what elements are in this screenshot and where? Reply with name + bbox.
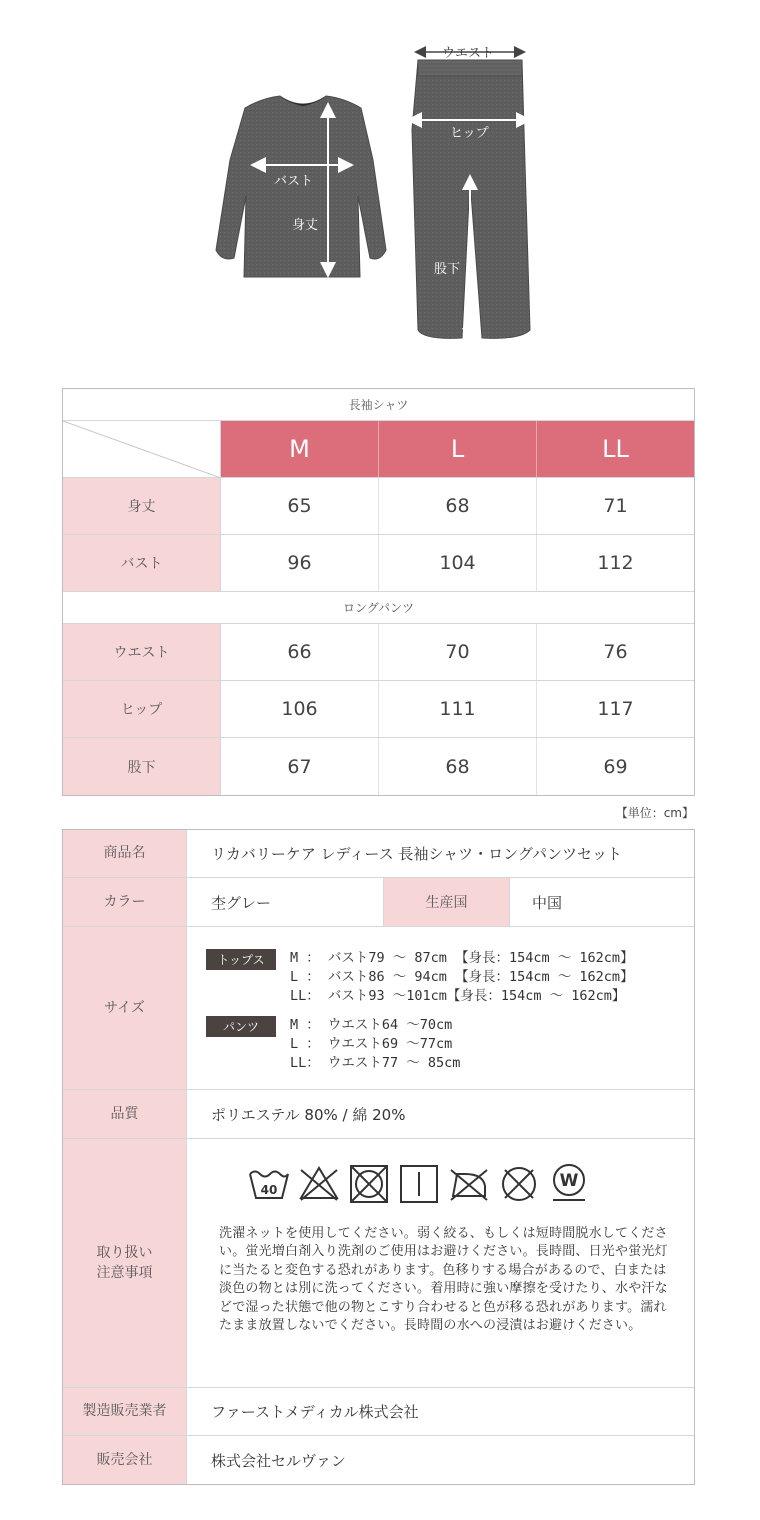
table-row [63, 624, 694, 681]
wash-40-icon [247, 1161, 291, 1207]
pants-tag: パンツ [206, 1016, 276, 1037]
wash-temp-text: 40 [260, 1183, 278, 1197]
size-header-l: L [379, 421, 537, 477]
no-bleach-icon [297, 1161, 341, 1207]
size-label: サイズ [63, 927, 187, 1089]
row-label: 股下 [63, 738, 221, 795]
table-cell: 68 [379, 478, 537, 534]
table-cell: 96 [221, 535, 379, 591]
care-row [63, 1139, 694, 1388]
tops-tag: トップス [206, 949, 276, 970]
no-iron-icon [447, 1161, 491, 1207]
manufacturer-row [63, 1388, 694, 1436]
line-dry-icon [397, 1161, 441, 1207]
product-name-label: 商品名 [63, 830, 187, 877]
tops-size-group [206, 949, 694, 1006]
no-tumble-dry-icon [347, 1161, 391, 1207]
row-label: ウエスト [63, 624, 221, 680]
table-cell: 69 [603, 755, 628, 778]
table-cell: 111 [379, 681, 537, 737]
color-value: 杢グレー [187, 878, 384, 926]
pants-size-group [206, 1016, 694, 1073]
pants-section-title: ロングパンツ [63, 592, 694, 624]
manufacturer-label: 製造販売業者 [63, 1388, 187, 1435]
seller-row [63, 1436, 694, 1484]
bust-label: バスト [274, 174, 314, 189]
table-row [63, 535, 694, 592]
row-label: 身丈 [63, 478, 221, 534]
product-name-value: リカバリーケア レディース 長袖シャツ・ロングパンツセット [211, 845, 622, 863]
pants-size-line: LL： ウエスト77 ～ 85cm [290, 1055, 461, 1071]
garment-illustration [0, 0, 760, 370]
table-corner [63, 421, 221, 477]
pants-size-line: L ： ウエスト69 ～77cm [290, 1036, 453, 1052]
table-cell: 71 [603, 495, 628, 517]
size-header-m: M [221, 421, 379, 477]
material-value: ポリエステル 80% / 綿 20% [211, 1105, 406, 1124]
material-row [63, 1090, 694, 1139]
pants-size-line: M ： ウエスト64 ～70cm [290, 1017, 453, 1033]
table-cell: 65 [221, 478, 379, 534]
row-label: ヒップ [63, 681, 221, 737]
care-icons [247, 1161, 668, 1207]
size-row [63, 927, 694, 1090]
color-row [63, 878, 694, 927]
table-cell: 66 [221, 624, 379, 680]
waist-label: ウエスト [442, 46, 495, 61]
product-name-row [63, 830, 694, 878]
wet-clean-icon [547, 1161, 591, 1207]
origin-label: 生産国 [384, 878, 510, 926]
tops-size-line: L ： バスト86 ～ 94cm 【身長：154cm ～ 162cm】 [290, 969, 634, 985]
garment-drawing [0, 0, 760, 370]
table-row [63, 478, 694, 535]
seller-label: 販売会社 [63, 1436, 187, 1484]
table-row [63, 738, 694, 795]
size-table [62, 388, 695, 796]
color-label: カラー [63, 878, 187, 926]
wet-clean-letter: W [559, 1171, 579, 1191]
table-cell: 106 [221, 681, 379, 737]
table-cell: 67 [221, 738, 379, 795]
table-cell: 117 [597, 698, 634, 720]
hip-label: ヒップ [450, 126, 489, 141]
origin-value: 中国 [532, 893, 563, 912]
manufacturer-value: ファーストメディカル株式会社 [211, 1403, 419, 1421]
tops-size-line: LL： バスト93 ～101cm【身長：154cm ～ 162cm】 [290, 988, 626, 1004]
table-row [63, 681, 694, 738]
table-cell: 68 [379, 738, 537, 795]
size-detail [187, 927, 694, 1089]
care-label: 取り扱い 注意事項 [63, 1139, 187, 1387]
size-header-row [63, 421, 694, 478]
tops-size-line: M ： バスト79 ～ 87cm 【身長：154cm ～ 162cm】 [290, 950, 634, 966]
no-dry-clean-icon [497, 1161, 541, 1207]
table-cell: 76 [603, 641, 628, 663]
spec-table [62, 829, 695, 1485]
table-cell: 70 [379, 624, 537, 680]
row-label: バスト [63, 535, 221, 591]
length-label: 身丈 [292, 218, 319, 233]
table-cell: 112 [597, 552, 634, 574]
material-label: 品質 [63, 1090, 187, 1138]
tops-section-title: 長袖シャツ [63, 389, 694, 421]
seller-value: 株式会社セルヴァン [211, 1451, 346, 1470]
care-content [187, 1139, 694, 1387]
inseam-label: 股下 [434, 262, 461, 277]
size-header-ll: LL [537, 421, 694, 477]
table-cell: 104 [379, 535, 537, 591]
unit-note: 【単位：cm】 [615, 806, 694, 820]
care-instructions: 洗濯ネットを使用してください。弱く絞る、もしくは短時間脱水してください。蛍光増白剤入り洗剤のご使用はお避けください。長時間、日光や蛍光灯に当たると変色する恐れがあります。色移りする場合があるので、白または淡色の物とは別に洗ってください。着用時に強い摩擦を受けたり、水や汗などで湿った状態で他の物とこすり合わせると色が移る恐れがあります。濡れたまま放置しないでください。長時間の水への浸漬はお避けください。 [219, 1226, 668, 1334]
